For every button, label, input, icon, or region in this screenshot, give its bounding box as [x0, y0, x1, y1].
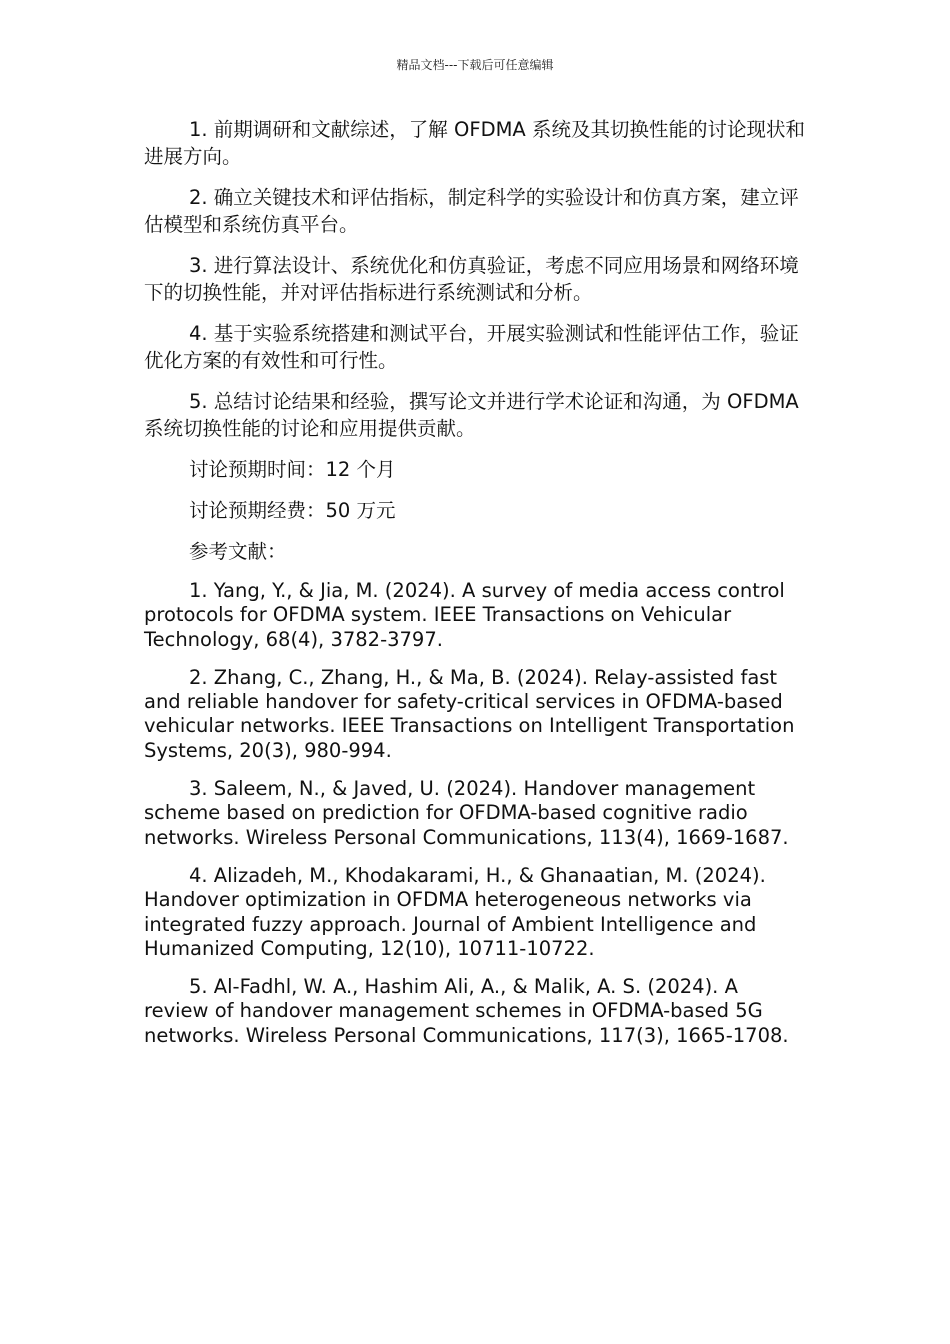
reference-item-2: 2. Zhang, C., Zhang, H., & Ma, B. (2024). Relay-assisted fast and reliable handover for safety-critical services in OFDMA-based vehicular networks. IEEE Transactions on Intelligent Transportation Systems, 20(3), 980-994. [144, 665, 795, 762]
reference-item-5: 5. Al-Fadhl, W. A., Hashim Ali, A., & Malik, A. S. (2024). A review of handover management schemes in OFDMA-based 5G networks. Wireless Personal Communications, 117(3), 1665-1708. [144, 975, 789, 1047]
reference-item-4: 4. Alizadeh, M., Khodakarami, H., & Ghanaatian, M. (2024). Handover optimization in OFDMA heterogeneous networks via integrated fuzzy approach. Journal of Ambient Intelligence and Humanized Computing, 12(10), 10711-10722. [144, 863, 766, 960]
reference-item-3: 3. Saleem, N., & Javed, U. (2024). Handover management scheme based on prediction for OFDMA-based cognitive radio networks. Wireless Personal Communications, 113(4), 1669-1687. [144, 777, 789, 849]
step-paragraph-3: 3. 进行算法设计、系统优化和仿真验证，考虑不同应用场景和网络环境下的切换性能，并对评估指标进行系统测试和分析。 [144, 254, 799, 304]
reference-item-1: 1. Yang, Y., & Jia, M. (2024). A survey of media access control protocols for OFDMA system. IEEE Transactions on Vehicular Technology, 68(4), 3782-3797. [144, 579, 785, 651]
duration-line: 讨论预期时间：12 个月 [189, 458, 396, 481]
step-paragraph-2: 2. 确立关键技术和评估指标，制定科学的实验设计和仿真方案，建立评估模型和系统仿真平台。 [144, 186, 799, 236]
budget-line: 讨论预期经费：50 万元 [189, 499, 396, 522]
step-paragraph-4: 4. 基于实验系统搭建和测试平台，开展实验测试和性能评估工作，验证优化方案的有效性和可行性。 [144, 322, 799, 372]
document-body [144, 116, 808, 1062]
step-paragraph-1: 1. 前期调研和文献综述，了解 OFDMA 系统及其切换性能的讨论现状和进展方向。 [144, 118, 805, 168]
references-heading: 参考文献： [189, 540, 287, 563]
step-paragraph-5: 5. 总结讨论结果和经验，撰写论文并进行学术论证和沟通，为 OFDMA 系统切换性能的讨论和应用提供贡献。 [144, 390, 799, 440]
page-header: 精品文档---下载后可任意编辑 [396, 58, 554, 72]
reference-list [144, 579, 808, 1048]
